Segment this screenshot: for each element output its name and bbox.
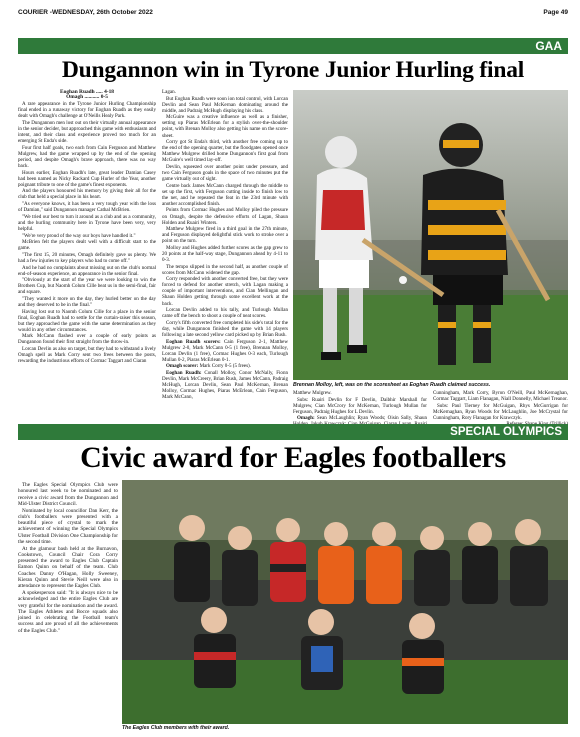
paragraph: Lorcan Devlin as also on target, but they had to withstand a lively Omagh spell as Mark Corry sent two frees between the posts, rewarding the industrious efforts of Cormac Taggart and Ciaran (18, 346, 156, 365)
paragraph: Lorcan Devlin added to his tally, and Turlough Mullan came off the bench to shoot a couple of neat scores. (162, 307, 288, 320)
paragraph: Mark McCann flashed over a couple of early points as Dungannon found their first straight from the throw-in. (18, 333, 156, 346)
paragraph: Nominated by local councillor Dan Kerr, the club's footballers were presented with a beautiful piece of crystal to mark the achievement of winning the Special Olympics Ulster Football Division One Championship for the second time. (18, 507, 118, 545)
paragraph: Four first half goals, two each from Cain Ferguson and Matthew Mulgrew, had the game wrapped up by the end of the opening period, and despite Omagh's brave approach, there was no way back. (18, 144, 156, 170)
paragraph: Lagan. (162, 89, 176, 95)
paragraph: Points from Cormac Hughes and Molloy piled the pressure on Omagh, despite the defensive efforts of Lagan, Shaun Holden and Ruairi Winters. (162, 207, 288, 226)
paragraph: The Eagles Special Olympics Club were honoured last week to be nominated and to receive a civic award from the Dungannon and Mid-Ulster District Council. (18, 482, 118, 507)
paragraph: Subs: Ruairi Devlin for F Devlin, Daibhir Marshall for Mulgrew, Cian McCrory for McKernan, Turlough Mullan for Ferguson, Padraig Hughes for L Devlin. (293, 396, 427, 415)
paragraph: Hours earlier, Eoghan Ruadh's late, great leader Damian Casey had been named as Nicky Rackard Cup Hurler of the Year, another poignant tribute to one of the game's finest exponents. (18, 169, 156, 188)
paragraph: Having lost out to Naomh Colum Cille for a place in the senior final, Eoghan Ruadh had to settle for the curtain-raiser this season, but they approached the game with the same determination as they would in any other circumstances. (18, 308, 156, 333)
paragraph: The Dungannon men lost out on their virtually annual appearance in the senior decider, but approached this game with enthusiasm and intent, and their class and experience proved too much for an emerging St Enda's side. (18, 120, 156, 145)
team-text: Sean McLaughlin; Ryan Woods; Oisin Sally, Shaun (316, 415, 428, 422)
hurling-photo-image (293, 90, 568, 380)
paragraph: At the glamour bash held at the Burnavon, Cookstown, Council Chair Cora Corry presented the award to Eagles Club Captain Eamon Quinn on behalf of the team. Club Coaches Danny O'Hagan, Holly Sweeney, Kieran Quinn and Stevie Neill were also in attendance to represent the Eagles Club. (18, 545, 118, 590)
paragraph: Corry responded with another converted free, but they were forced to defend for another stretch, with Lagan making a couple of important interventions, and Cian Mellingan and Shaun Holden getting through some excellent work at the back. (162, 276, 288, 307)
eagles-photo-caption: The Eagles Club members with their award. (122, 725, 230, 731)
paragraph: "The first 15, 20 minutes, Omagh definitely gave us plenty. We had a few injuries to key players who had to come off." (18, 251, 156, 264)
eagles-team-photo (122, 480, 568, 724)
team-label: Omagh: (297, 415, 315, 422)
scorers-label: Omagh scorer: (166, 363, 199, 370)
paragraph: The tempo slipped in the second half, as another couple of scores from McCann widened the gap. (162, 263, 288, 276)
paragraph: Subs: Paul Tierney for McGuigan, Rhys McGurrigan for McKernaghan, Ryan Woods for McLaughlin, Joe McCrystal for Cunningham, Rory Flanagan for Krawczyk. (433, 402, 568, 421)
paragraph: Corry's fifth converted free completed his side's total for the day, while Dungannon finished the game with 14 players following a late second yellow card picked up by Brian Rush. (162, 319, 288, 338)
page-header (18, 6, 568, 18)
paragraph: Matthew Mulgrew fired in a third goal in the 27th minute, and Ferguson displayed delightful stick work to stroke over a point on the turn. (162, 226, 288, 245)
paragraph: Matthew Mulgrew. (293, 390, 332, 396)
hurling-photo (293, 90, 568, 380)
section-bar-gaa (18, 38, 568, 54)
paragraph: "As everyone knows, it has been a very tough year with the loss of Damian," said Dungannon manager Cathal McBrien. (18, 201, 156, 214)
paragraph: And the players honoured his memory by giving their all for the club that held a special place in his heart. (18, 188, 156, 201)
article-column-4 (433, 390, 568, 422)
paragraph: A rare appearance in the Tyrone Junior Hurling Championship final ended in a runaway victory for Eoghan Ruadh as they easily dealt with Omagh's challenge at O'Neills Healy Park. (18, 101, 156, 120)
paragraph: Corry got St Enda's third, with another free coming up to the end of the opening quarter, but the floodgates opened once Matthew Mulgrew drilled home Dungannon's first goal from McGuire's well timed lay-off. (162, 139, 288, 164)
paragraph: But Eoghan Ruadh were soon ion total control, with Lorcan Devlin and Sean Paul McKernan dominating around the middle, and Padraig McHugh displaying his class. (162, 95, 288, 114)
score-line-1: Eoghan Ruadh ..... 4-18 (60, 89, 114, 95)
section-label: SPECIAL OLYMPICS (450, 426, 562, 438)
section-label: GAA (535, 39, 562, 53)
headline-hurling: Dungannon win in Tyrone Junior Hurling final (61, 57, 525, 83)
paragraph: Devlin, squeezed over another point under pressure, and two Cain Ferguson goals in the space of two minutes put the game virtually out of sight. (162, 163, 288, 183)
paragraph: Cunningham, Mark Corry, Byron O'Neill, Paul McKernaghan, Cormac Taggart, Liam Flanagan, Niall Donnelly, Michael Treanor. (433, 390, 568, 403)
paragraph: Molloy and Hughes added further scores as the gap grew to 20 points at the half-way stage, Dungannon ahead by 4-11 to 0-3. (162, 244, 288, 264)
score-line-2: Omagh ........... 0-5 (66, 94, 108, 101)
paper-dateline: COURIER -WEDNESDAY, 26th October 2022 (18, 8, 153, 16)
scorers-label: Eoghan Ruadh scorers: (166, 338, 221, 345)
hurling-photo-caption: Brennan Molloy, left, was on the scoresheet as Eoghan Ruadh claimed success. (293, 382, 491, 388)
page-number: Page 49 (543, 8, 568, 16)
paragraph: McBrien felt the players dealt well with a difficult start to the game. (18, 239, 156, 252)
article-column-3 (293, 390, 427, 422)
paragraph: And he had no complaints about missing out on the club's normal end-of-season experience, an appearance in the senior final. (18, 264, 156, 277)
paragraph: "They wanted it more on the day, they hurled better on the day and they deserved to be in the final." (18, 295, 156, 308)
section-bar-special-olympics (18, 424, 568, 440)
paragraph: "We're very proud of the way our boys have handled it." (22, 232, 136, 239)
paragraph: "We tried our best to turn it around as a club and as a community, and the hurling community here in Tyrone have been very, very helpful. (18, 213, 156, 232)
scorers-text: Cain Ferguson 2-1, Matthew Mulgrew 2-0, Mark McCann 0-5 (1 free), Brennan Molloy, Lorcan Devlin (1 free), Cormac Hughes 0-3 each, Turlough Mullan 0-2, Piaras McErlean 0-1. (162, 338, 288, 363)
paragraph: McGuire was a creative influence as well as a finisher, setting up Piaras McErlean for a stylish over-the-shoulder point, with Brenan Molloy also getting his name on the score-sheet. (162, 114, 288, 139)
team-text: Conall Molloy, Conor McNally, Fionn Devlin, Mark McCreery, Brian Rush, James McCann, Padraig McHugh, Lorcan Devlin, Sean Paul McKernan, Brenan Molloy, Cormac Hughes, Piaras McErlean, Cain Ferguson, Mark McCann, (162, 370, 288, 401)
scorers-text: Mark Corry 0-5 (5 frees). (199, 363, 251, 370)
team-label: Eoghan Ruadh: (166, 370, 202, 377)
paragraph: "Obviously at the start of the year we were looking to win the Brothers Cup, but Naomh Colum Cille beat us in the semi-final, fair and square. (18, 277, 156, 296)
paragraph: A spokesperson said: "It is always nice to be acknowledged and the entire Eagles Club are very grateful for the nomination and the award. The Eagles Athletes and Bocce squads also joined in celebrating the Football team's success and are proud of all the achievements of the Eagles Club." (18, 590, 118, 634)
article-column-2 (162, 89, 288, 421)
article-column-1 (18, 89, 156, 421)
eagles-article-column (18, 482, 118, 732)
headline-eagles: Civic award for Eagles footballers (80, 441, 506, 474)
paragraph: Centre back James McCann charged through the middle to set up the first, with Ferguson cutting inside to finish low to the net, and he repeated the feat in the 23rd minute with another accomplished finish. (162, 182, 288, 207)
eagles-team-photo-image (122, 480, 568, 724)
